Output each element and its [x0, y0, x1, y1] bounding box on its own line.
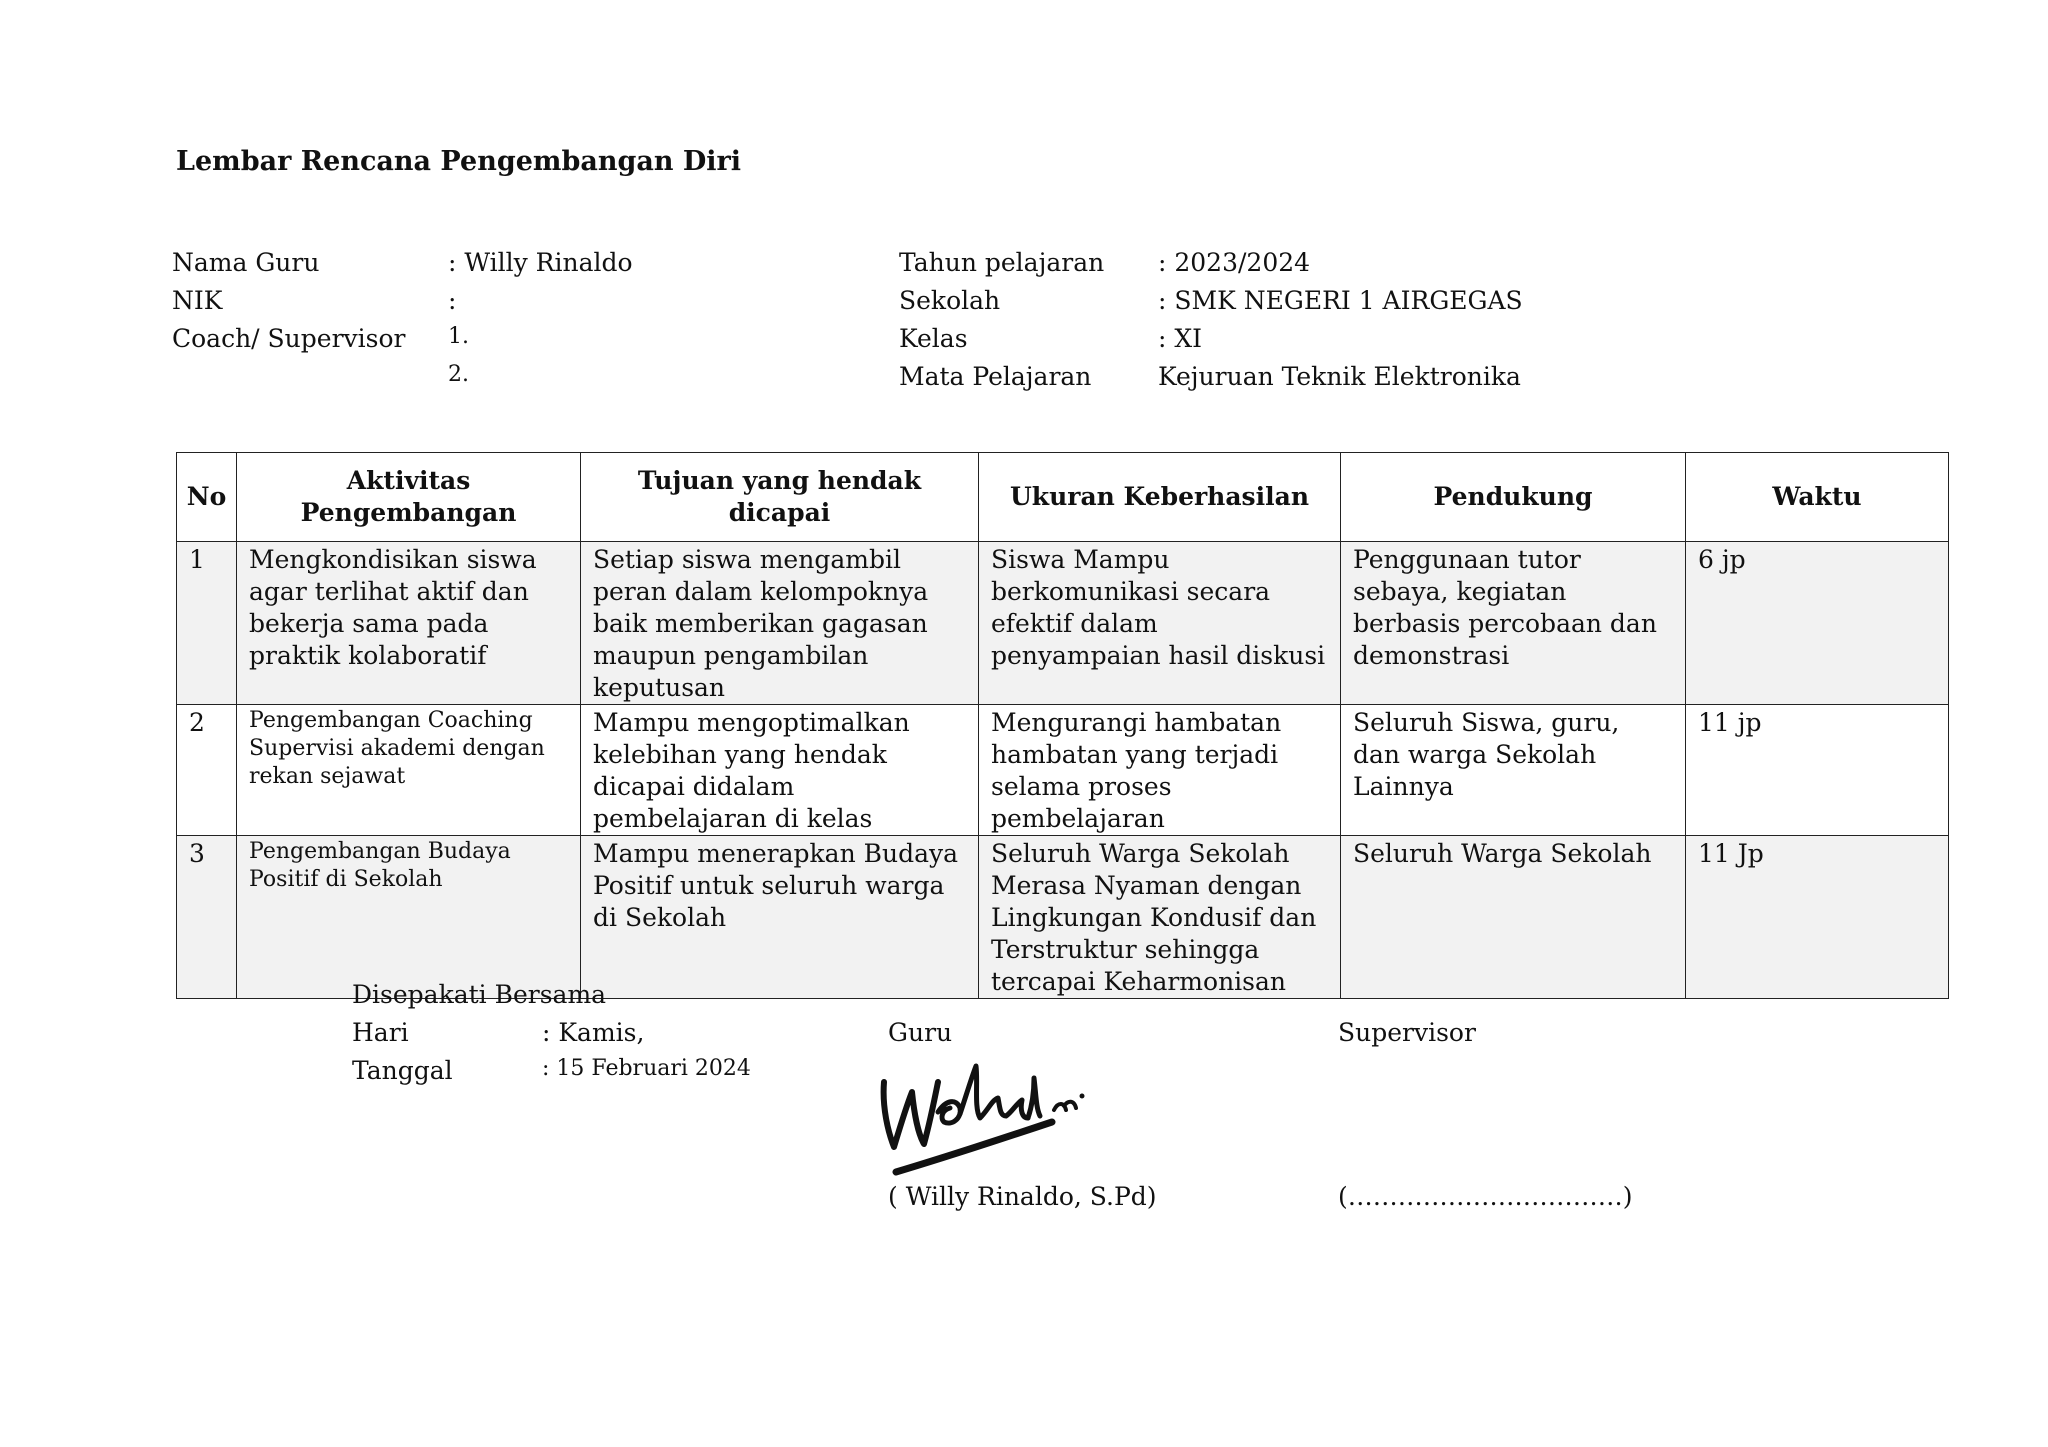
mata-pelajaran-label: Mata Pelajaran — [899, 362, 1092, 391]
cell-aktivitas: Pengembangan Coaching Supervisi akademi dengan rekan sejawat — [237, 705, 581, 836]
header-aktivitas: Aktivitas Pengembangan — [237, 453, 581, 542]
hari-value: : Kamis, — [542, 1018, 645, 1047]
cell-ukuran: Seluruh Warga Sekolah Merasa Nyaman dengan Lingkungan Kondusif dan Terstruktur sehingga tercapai Keharmonisan — [979, 836, 1341, 999]
tanggal-value: : 15 Februari 2024 — [542, 1056, 751, 1081]
cell-no: 1 — [177, 542, 237, 705]
cell-aktivitas: Pengembangan Budaya Positif di Sekolah — [237, 836, 581, 999]
cell-ukuran: Siswa Mampu berkomunikasi secara efektif dalam penyampaian hasil diskusi — [979, 542, 1341, 705]
tanggal-label: Tanggal — [352, 1056, 453, 1085]
supervisor-name-placeholder: (……………………………) — [1338, 1182, 1633, 1211]
table-row — [177, 836, 1949, 999]
cell-pendukung: Seluruh Warga Sekolah — [1341, 836, 1686, 999]
guru-signature — [876, 1052, 1086, 1182]
kelas-label: Kelas — [899, 324, 968, 353]
cell-waktu: 11 Jp — [1686, 836, 1949, 999]
coach-label: Coach/ Supervisor — [172, 324, 406, 353]
cell-ukuran: Mengurangi hambatan hambatan yang terjadi selama proses pembelajaran — [979, 705, 1341, 836]
header-pendukung: Pendukung — [1341, 453, 1686, 542]
table-row — [177, 542, 1949, 705]
guru-label: Guru — [888, 1018, 953, 1047]
cell-pendukung: Penggunaan tutor sebaya, kegiatan berbasis percobaan dan demonstrasi — [1341, 542, 1686, 705]
nik-value: : — [448, 286, 457, 315]
cell-tujuan: Mampu menerapkan Budaya Positif untuk seluruh warga di Sekolah — [581, 836, 979, 999]
cell-tujuan: Mampu mengoptimalkan kelebihan yang hendak dicapai didalam pembelajaran di kelas — [581, 705, 979, 836]
cell-waktu: 11 jp — [1686, 705, 1949, 836]
header-waktu: Waktu — [1686, 453, 1949, 542]
tahun-pelajaran-label: Tahun pelajaran — [899, 248, 1105, 277]
document-title: Lembar Rencana Pengembangan Diri — [176, 146, 742, 177]
tahun-pelajaran-value: : 2023/2024 — [1158, 248, 1311, 277]
coach-item-2: 2. — [448, 362, 469, 387]
nik-label: NIK — [172, 286, 223, 315]
guru-name: ( Willy Rinaldo, S.Pd) — [888, 1182, 1157, 1211]
header-no: No — [177, 453, 237, 542]
cell-no: 3 — [177, 836, 237, 999]
nama-guru-label: Nama Guru — [172, 248, 320, 277]
supervisor-label: Supervisor — [1338, 1018, 1476, 1047]
sekolah-value: : SMK NEGERI 1 AIRGEGAS — [1158, 286, 1523, 315]
header-tujuan: Tujuan yang hendak dicapai — [581, 453, 979, 542]
cell-aktivitas: Mengkondisikan siswa agar terlihat aktif dan bekerja sama pada praktik kolaboratif — [237, 542, 581, 705]
kelas-value: : XI — [1158, 324, 1203, 353]
cell-pendukung: Seluruh Siswa, guru, dan warga Sekolah Lainnya — [1341, 705, 1686, 836]
cell-no: 2 — [177, 705, 237, 836]
header-ukuran: Ukuran Keberhasilan — [979, 453, 1341, 542]
nama-guru-value: : Willy Rinaldo — [448, 248, 633, 277]
agreement-heading: Disepakati Bersama — [352, 980, 607, 1009]
cell-waktu: 6 jp — [1686, 542, 1949, 705]
cell-tujuan: Setiap siswa mengambil peran dalam kelompoknya baik memberikan gagasan maupun pengambilan keputusan — [581, 542, 979, 705]
hari-label: Hari — [352, 1018, 409, 1047]
table-row — [177, 705, 1949, 836]
table-header-row — [177, 453, 1949, 542]
sekolah-label: Sekolah — [899, 286, 1001, 315]
coach-item-1: 1. — [448, 324, 469, 349]
mata-pelajaran-value: Kejuruan Teknik Elektronika — [1158, 362, 1521, 391]
development-plan-table — [176, 452, 1949, 999]
